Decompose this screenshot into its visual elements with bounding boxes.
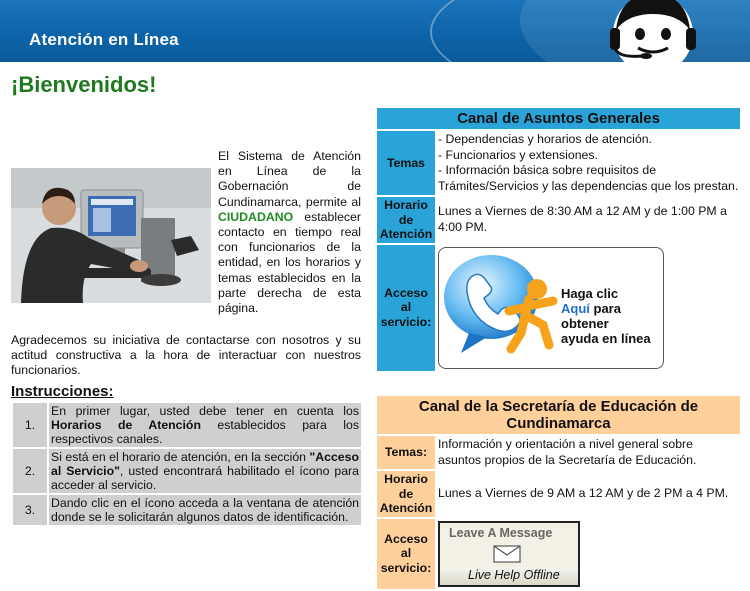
- instruction-row: [13, 449, 361, 493]
- acceso-row: [377, 519, 740, 589]
- tema-item: - Información básica sobre requisitos de Trámites/Servicios y las dependencias que los prestan.: [438, 163, 739, 193]
- intro-text-after: establecer contacto en tiempo real con funcionarios de la entidad, en los horarios y temas establecidos en la parte derecha de esta página.: [218, 209, 361, 316]
- horario-label: Horario de Atención: [377, 471, 435, 517]
- temas-label: Temas: [377, 131, 435, 195]
- header-banner: [0, 0, 750, 62]
- acceso-label: Acceso al servicio:: [377, 245, 435, 371]
- tema-item: - Funcionarios y extensiones.: [438, 147, 598, 162]
- horario-value: Lunes a Viernes de 9 AM a 12 AM y de 2 PM a 4 PM.: [437, 471, 740, 517]
- canal-educacion-title: Canal de la Secretaría de Educación de Cundinamarca: [377, 396, 740, 434]
- instruction-row: [13, 403, 361, 447]
- envelope-icon: [493, 545, 521, 563]
- headset-agent-icon: [598, 0, 708, 62]
- tema-item: - Dependencias y horarios de atención.: [438, 132, 652, 146]
- canal-asuntos-generales: [375, 106, 742, 373]
- leave-message-button[interactable]: [438, 521, 580, 587]
- live-help-offline-text: Live Help Offline: [468, 568, 560, 582]
- canal-general-title: Canal de Asuntos Generales: [377, 108, 740, 129]
- instructions-table: [11, 401, 363, 527]
- welcome-heading: ¡Bienvenidos!: [11, 72, 157, 97]
- horario-row: [377, 471, 740, 517]
- horario-value: Lunes a Viernes de 8:30 AM a 12 AM y de 1:00 PM a 4:00 PM.: [437, 197, 740, 243]
- instruction-number: 3.: [13, 495, 47, 525]
- temas-list: [437, 131, 740, 195]
- temas-value: Información y orientación a nivel general sobre asuntos propios de la Secretaría de Educación.: [437, 436, 740, 469]
- canal-secretaria-educacion: [375, 394, 742, 591]
- temas-row: [377, 131, 740, 195]
- intro-text-before: El Sistema de Atención en Línea de la Gobernación de Cundinamarca, permite al: [218, 149, 361, 209]
- horario-row: [377, 197, 740, 243]
- intro-highlight: CIUDADANO: [218, 209, 294, 224]
- thanks-paragraph: Agradecemos su iniciativa de contactarse con nosotros y su actitud constructiva a la hora de interactuar con nuestros funcionarios.: [11, 333, 361, 378]
- online-help-text: Haga clic Aquí para obtener ayuda en línea: [561, 285, 651, 346]
- aqui-link[interactable]: Aquí: [561, 300, 590, 316]
- instruction-text: Si está en el horario de atención, en la sección "Acceso al Servicio", usted encontrará habilitado el ícono para acceder al servicio.: [51, 450, 359, 492]
- temas-row: [377, 436, 740, 469]
- banner-title: Atención en Línea: [29, 30, 179, 49]
- instruction-row: [13, 495, 361, 525]
- instruction-number: 1.: [13, 403, 47, 447]
- online-help-button[interactable]: [438, 247, 664, 369]
- leave-message-text: Leave A Message: [449, 525, 553, 540]
- horario-label: Horario de Atención: [377, 197, 435, 243]
- acceso-row: [377, 245, 740, 371]
- phone-bubble-icon: [441, 249, 561, 367]
- intro-paragraph: [218, 149, 361, 316]
- temas-label: Temas:: [377, 436, 435, 469]
- instructions-title: Instrucciones:: [11, 383, 114, 400]
- instruction-number: 2.: [13, 449, 47, 493]
- instruction-text: Dando clic en el ícono acceda a la ventana de atención donde se le solicitarán algunos datos de identificación.: [51, 496, 359, 524]
- instruction-text: En primer lugar, usted debe tener en cuenta los Horarios de Atención establecidos para los respectivos canales.: [51, 404, 359, 446]
- acceso-label: Acceso al servicio:: [377, 519, 435, 589]
- agent-at-computer-photo: [11, 168, 211, 303]
